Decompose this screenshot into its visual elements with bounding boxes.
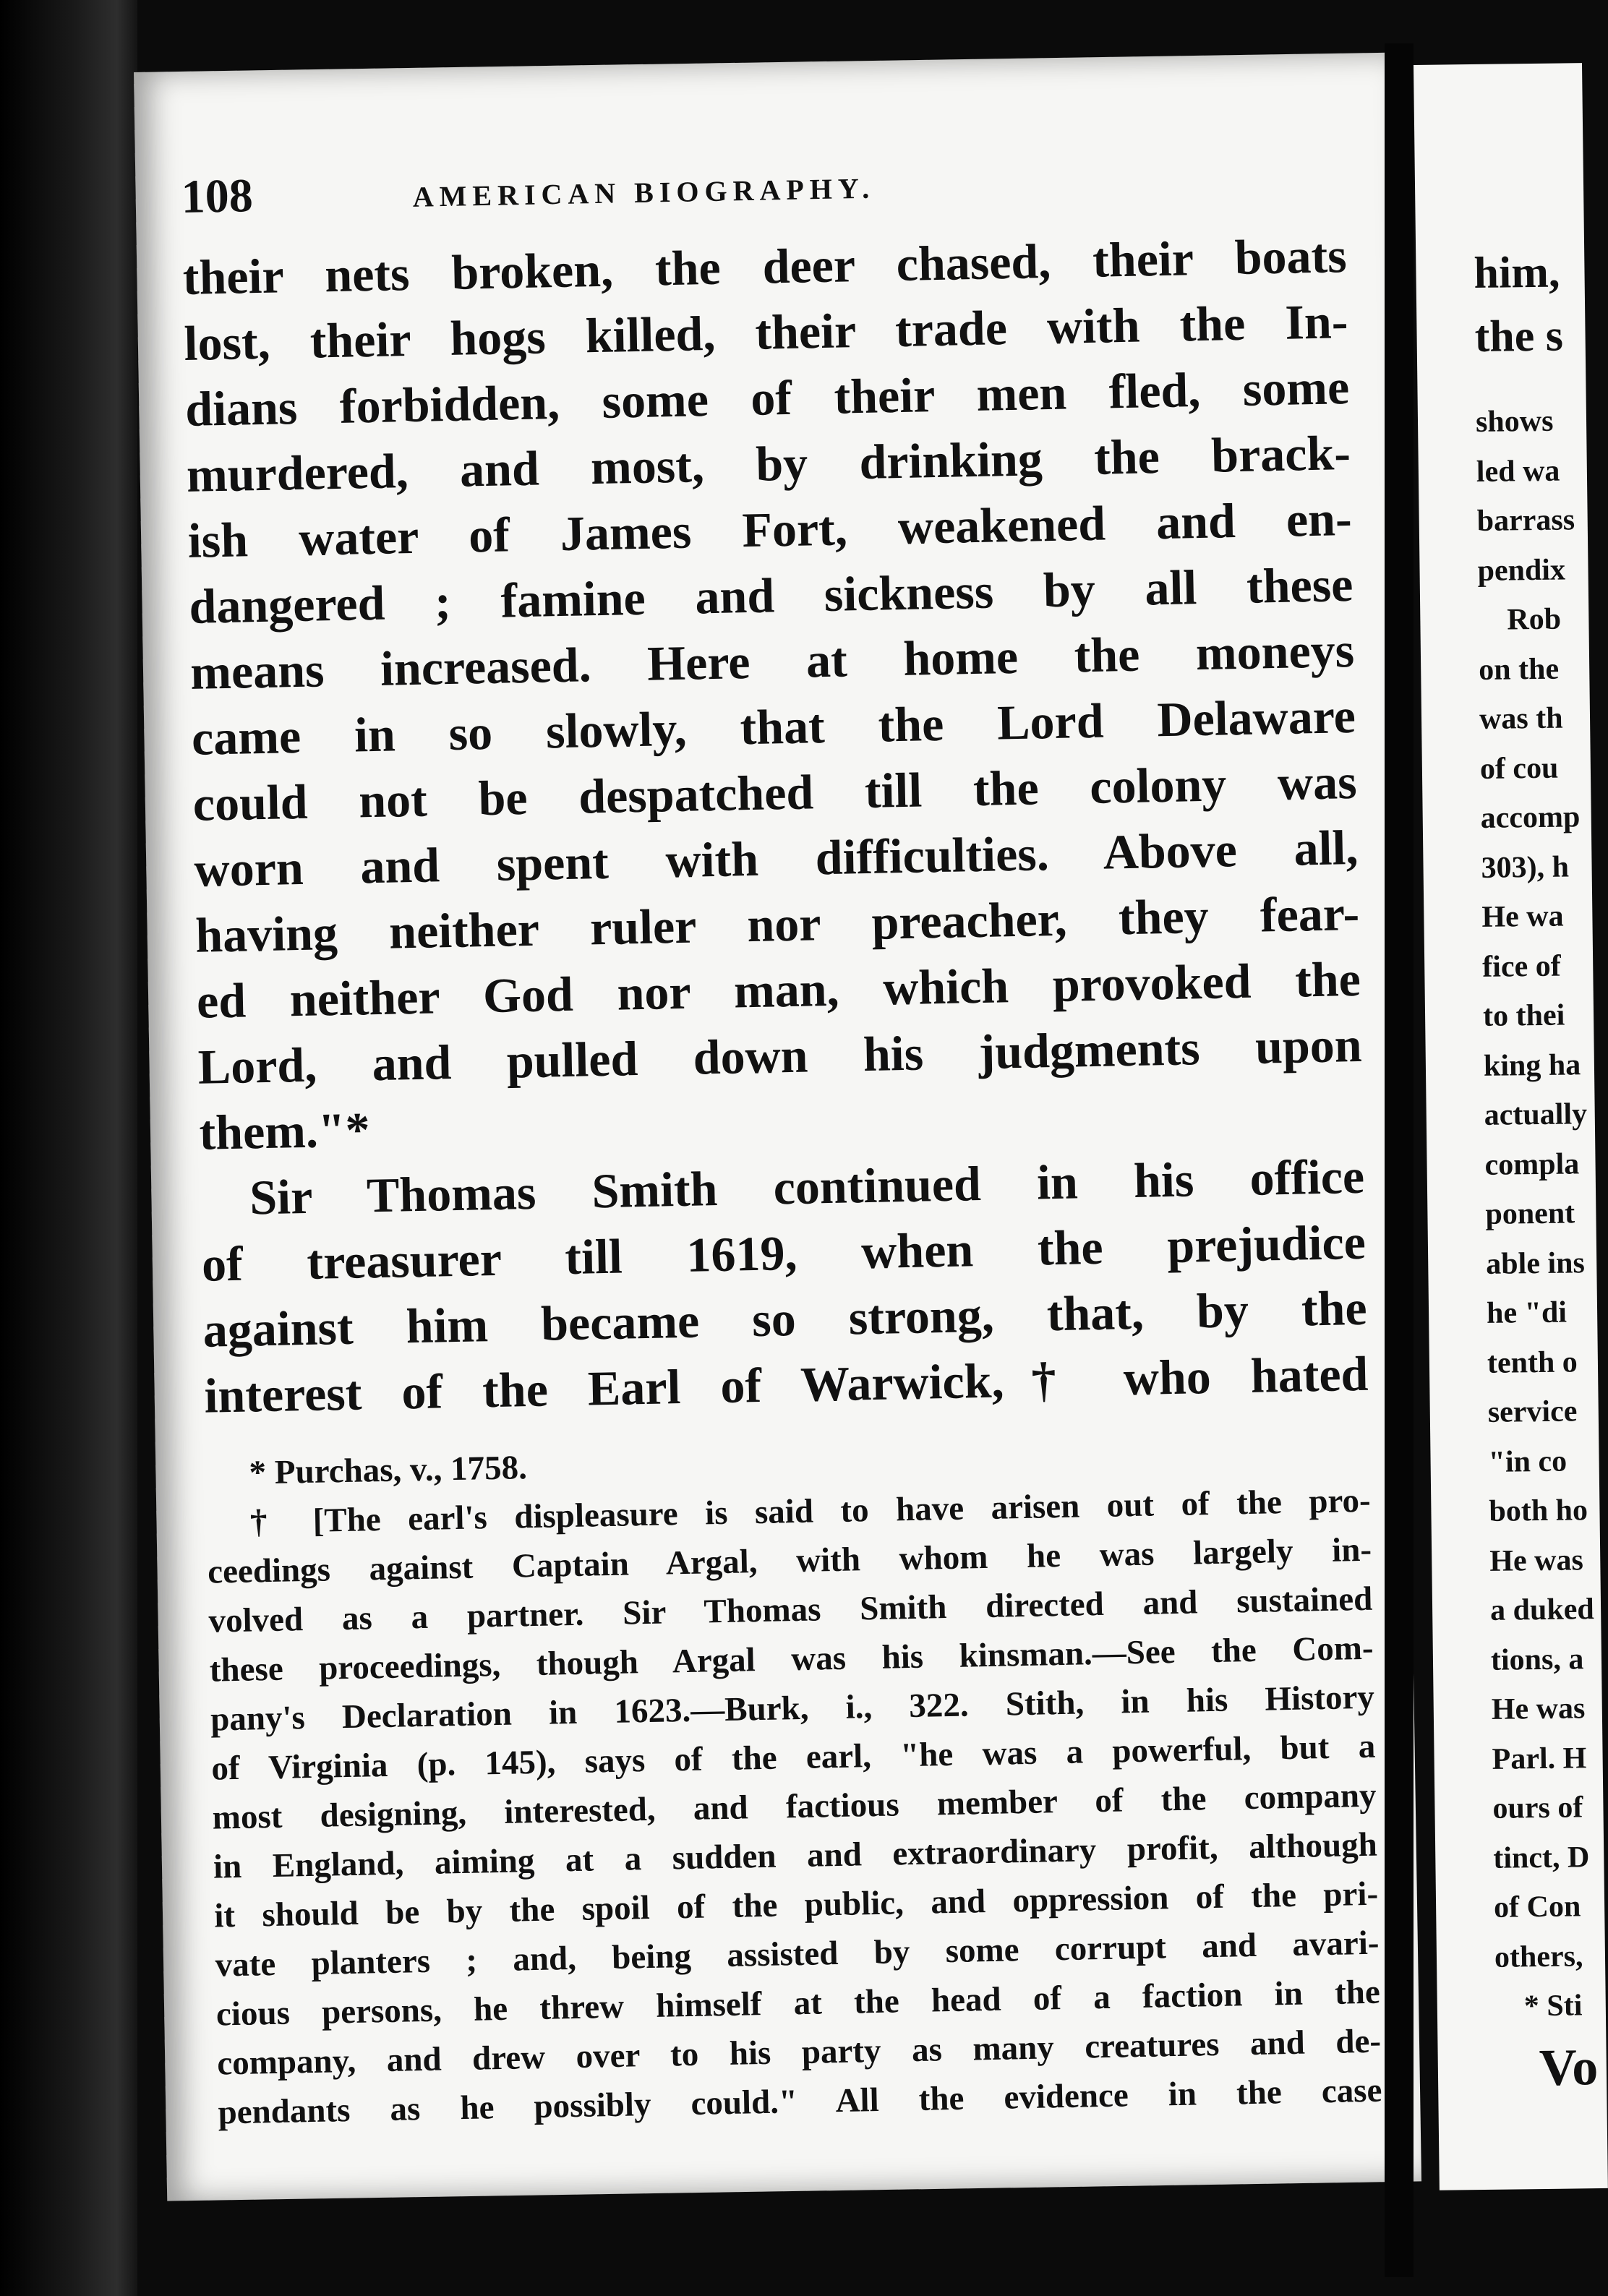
right-page-line: others, (1494, 1939, 1583, 1974)
right-page-signature: Vo (1539, 2037, 1599, 2096)
right-page-line: He wa (1481, 899, 1564, 934)
right-page-line: king ha (1483, 1048, 1581, 1083)
right-page-line: 303), h (1481, 849, 1570, 885)
footnote-line: of Virginia (p. 145), says of the earl, "he was a powerful, but a (210, 1727, 1376, 1788)
body-line: ish water of James Fort, weakened and en- (187, 491, 1353, 568)
body-line: interest of the Earl of Warwick,† who hated (203, 1345, 1369, 1423)
right-page-line: tinct, D (1493, 1840, 1590, 1875)
right-page-line: was th (1479, 701, 1563, 736)
body-line: lost, their hogs killed, their trade with the In- (183, 294, 1349, 371)
right-page-line: him, (1474, 247, 1560, 298)
footnote-line: ceedings against Captain Argal, with whom he was largely in- (207, 1530, 1372, 1591)
body-line: having neither ruler nor preacher, they fear- (194, 885, 1360, 963)
right-page-line: actually (1484, 1097, 1588, 1132)
right-page-line: * Sti (1523, 1989, 1583, 2023)
right-page-line: ours of (1492, 1791, 1583, 1825)
right-page-line: a duked (1489, 1593, 1594, 1627)
footnote-line: cious persons, he threw himself at the head of a faction in the (215, 1973, 1381, 2034)
right-page-line: He was (1489, 1543, 1584, 1578)
footnote-line: these proceedings, though Argal was his kinsman.—See the Com- (209, 1629, 1374, 1689)
footnote-line: company, and drew over to his party as many creatures and de- (216, 2022, 1382, 2083)
right-page-line: ponent (1485, 1196, 1575, 1231)
page-gutter (1385, 43, 1414, 2277)
right-page-line: He was (1491, 1692, 1586, 1726)
footnotes (205, 1427, 1382, 2138)
right-page-line: the s (1474, 311, 1564, 361)
body-line: worn and spent with difficulties. Above all, (193, 819, 1359, 897)
body-line: of treasurer till 1619, when the prejudice (201, 1214, 1367, 1292)
right-page-line: accomp (1480, 800, 1581, 835)
right-page-line: barrass (1476, 503, 1575, 538)
right-page-line: to thei (1482, 998, 1565, 1033)
body-line: against him became so strong, that, by the (202, 1280, 1368, 1358)
body-line: came in so slowly, that the Lord Delaware (191, 687, 1356, 766)
right-page-line: Parl. H (1492, 1741, 1587, 1776)
body-line: dangered ; famine and sickness by all these (188, 556, 1354, 634)
body-line: Sir Thomas Smith continued in his office (249, 1148, 1365, 1225)
footnote-line: † [The earl's displeasure is said to have arisen out of the pro- (249, 1481, 1372, 1541)
body-text (182, 223, 1369, 1429)
book-binding-shadow (0, 0, 137, 2296)
right-page-line: led wa (1476, 454, 1560, 489)
right-page-line: Rob (1507, 602, 1562, 637)
body-line: ed neither God nor man, which provoked the (196, 951, 1361, 1029)
right-page-line: of Con (1493, 1890, 1581, 1924)
right-page-text (1474, 240, 1600, 2104)
right-page-line: shows (1475, 404, 1554, 439)
body-line: murdered, and most, by drinking the brack- (186, 425, 1351, 502)
footnote-line: * Purchas, v., 1758. (249, 1449, 528, 1492)
footnote-line: pendants as he possibly could." All the evidence in the case (218, 2071, 1382, 2132)
right-page-line: compla (1484, 1147, 1580, 1182)
body-line: Lord, and pulled down his judgments upon (197, 1016, 1363, 1095)
body-line: means increased. Here at home the moneys (189, 622, 1355, 700)
right-page-line: pendix (1477, 552, 1566, 588)
right-page-line: fice of (1481, 949, 1561, 984)
page-number: 108 (181, 169, 254, 223)
body-line: them."* (198, 1102, 371, 1160)
right-page-line: both ho (1489, 1494, 1588, 1528)
left-page-content (181, 147, 1382, 2137)
footnote-line: vate planters ; and, being assisted by some corrupt and avari- (215, 1924, 1380, 1984)
right-page-line: "in co (1488, 1444, 1568, 1479)
footnote-line: volved as a partner. Sir Thomas Smith directed and sustained (208, 1580, 1373, 1640)
footnote-line: it should be by the spoil of the public, and oppression of the pri- (213, 1875, 1379, 1935)
right-page-line: able ins (1485, 1246, 1586, 1281)
right-page-line: of cou (1479, 751, 1559, 786)
running-head: AMERICAN BIOGRAPHY. (412, 171, 876, 213)
footnote-line: in England, aiming at a sudden and extraordinary profit, although (213, 1825, 1378, 1886)
right-page-line: tenth o (1487, 1345, 1578, 1380)
right-page-line: on the (1478, 652, 1560, 687)
body-line: dians forbidden, some of their men fled, some (184, 359, 1350, 437)
footnote-line: most designing, interested, and factious member of the company (212, 1776, 1377, 1837)
right-page-line: tions, a (1490, 1642, 1584, 1677)
body-line: could not be despatched till the colony was (192, 753, 1358, 831)
body-line: their nets broken, the deer chased, their boats (182, 228, 1348, 305)
right-page-line: he "di (1486, 1295, 1568, 1330)
right-page-line: service (1487, 1395, 1578, 1429)
right-page (1414, 63, 1608, 2190)
footnote-line: pany's Declaration in 1623.—Burk, i., 322. Stith, in his History (210, 1678, 1375, 1739)
